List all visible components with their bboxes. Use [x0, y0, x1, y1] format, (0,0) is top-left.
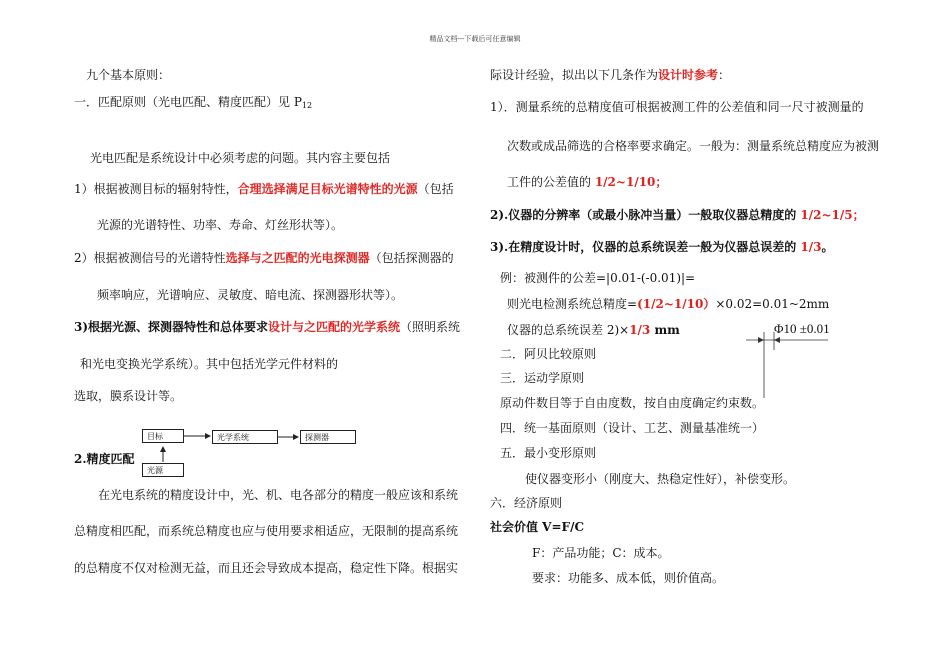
diagram-box-detector: 探测器 [300, 430, 356, 444]
item-3-text-a: 3)根据光源、探测器特性和总体要求 [74, 320, 269, 334]
right-intro-text-a: 际设计经验，拟出以下几条作为 [490, 68, 659, 82]
principles-title: 九个基本原则： [86, 68, 171, 82]
rule-1-text-d: ； [655, 175, 668, 189]
rule-3-text-b: 。 [821, 240, 834, 254]
dim-arrow-left [758, 337, 764, 343]
rule-1-highlight: 1/2~1/10 [594, 175, 656, 189]
page-header: 精品文档---下载后可任意编辑 [429, 35, 521, 43]
diagram-box-optics: 光学系统 [212, 430, 278, 444]
dimension-label: Φ10 ±0.01 [774, 321, 830, 336]
example-line-1: 例：被测件的公差=|0.01-(-0.01)|= [500, 271, 696, 285]
section-deformation-text: 使仪器变形小（刚度大、热稳定性好），补偿变形。 [525, 472, 796, 486]
section-economy: 六．经济原则 [490, 496, 563, 510]
example-2-highlight: (1/2~1/10） [637, 297, 716, 311]
section-abbe: 二．阿贝比较原则 [500, 347, 597, 361]
item-2-text-a: 2）根据被测信号的光谱特性 [74, 251, 226, 265]
example-2-text-a: 则光电检测系统总精度= [507, 297, 638, 311]
right-intro-text-b: ： [718, 68, 731, 82]
rule-2-text-b: ； [852, 208, 865, 222]
example-3-text-b: mm [650, 323, 680, 337]
diagram-box-source: 光源 [142, 463, 184, 477]
precision-para-line-1: 在光电系统的精度设计中，光、机、电各部分的精度一般应该和系统 [98, 488, 459, 502]
example-3-highlight: 1/3 [629, 323, 651, 337]
rule-3-highlight: 1/3 [800, 240, 822, 254]
rule-1-line-2: 次数或成品筛选的合格率要求确定。一般为：测量系统总精度应为被测 [507, 139, 880, 153]
diagram-box-target: 目标 [142, 429, 184, 443]
section-1-title-subscript: 12 [301, 101, 313, 110]
right-intro-highlight: 设计时参考 [658, 68, 719, 82]
rule-1-line-1: 1）．测量系统的总精度值可根据被测工件的公差值和同一尺寸被测量的 [490, 100, 864, 114]
precision-para-line-3: 的总精度不仅对检测无益，而且还会导致成本提高，稳定性下降。根据实 [74, 561, 459, 575]
item-1-text-b: （包括 [417, 182, 454, 196]
section-2-title: 2.精度匹配 [74, 452, 135, 466]
item-3-line-3: 选取，膜系设计等。 [74, 389, 183, 403]
item-2-highlight: 选择与之匹配的光电探测器 [225, 251, 370, 265]
item-1-line-2: 光源的光谱特性、功率、寿命、灯丝形状等）。 [97, 218, 344, 232]
rule-2-highlight: 1/2~1/5 [800, 208, 853, 222]
item-3-highlight: 设计与之匹配的光学系统 [268, 320, 401, 334]
economy-requirement: 要求：功能多、成本低，则价值高。 [532, 571, 725, 585]
item-1-text-a: 1）根据被测目标的辐射特性， [74, 182, 238, 196]
dim-arrow-right [774, 337, 780, 343]
rule-2-text-a: 2).仪器的分辨率（或最小脉冲当量）一般取仪器总精度的 [490, 208, 801, 222]
precision-para-line-2: 总精度相匹配，而系统总精度也应与使用要求相适应，无限制的提高系统 [74, 524, 459, 538]
rule-1-text-c: 工件的公差值的 [507, 175, 595, 189]
item-1-highlight: 合理选择满足目标光谱特性的光源 [237, 182, 418, 196]
social-value-formula: 社会价值 V=F/C [490, 520, 584, 534]
section-datum: 四．统一基面原则（设计、工艺、测量基准统一） [500, 421, 765, 435]
formula-definitions: F：产品功能；C：成本。 [532, 546, 670, 560]
item-3-text-b: （照明系统 [400, 320, 461, 334]
example-3-text-a: 仪器的总系统误差 2)× [507, 323, 630, 337]
section-1-title-text: 一．匹配原则（光电匹配、精度匹配）见 P [74, 95, 302, 109]
example-2-text-b: ×0.02=0.01~2mm [715, 297, 830, 311]
section-kinematic: 三．运动学原则 [500, 371, 585, 385]
section-deformation: 五．最小变形原则 [500, 446, 597, 460]
section-kinematic-text: 原动件数目等于自由度数，按自由度确定约束数。 [500, 396, 765, 410]
photoelectric-match-intro: 光电匹配是系统设计中必须考虑的问题。其内容主要包括 [90, 151, 391, 165]
item-2-text-b: （包括探测器的 [369, 251, 454, 265]
rule-3-text-a: 3).在精度设计时，仪器的总系统误差一般为仪器总误差的 [490, 240, 801, 254]
item-2-line-2: 频率响应，光谱响应、灵敏度、暗电流、探测器形状等）。 [97, 288, 404, 302]
item-3-line-2: 和光电变换光学系统）。其中包括光学元件材料的 [80, 357, 339, 371]
